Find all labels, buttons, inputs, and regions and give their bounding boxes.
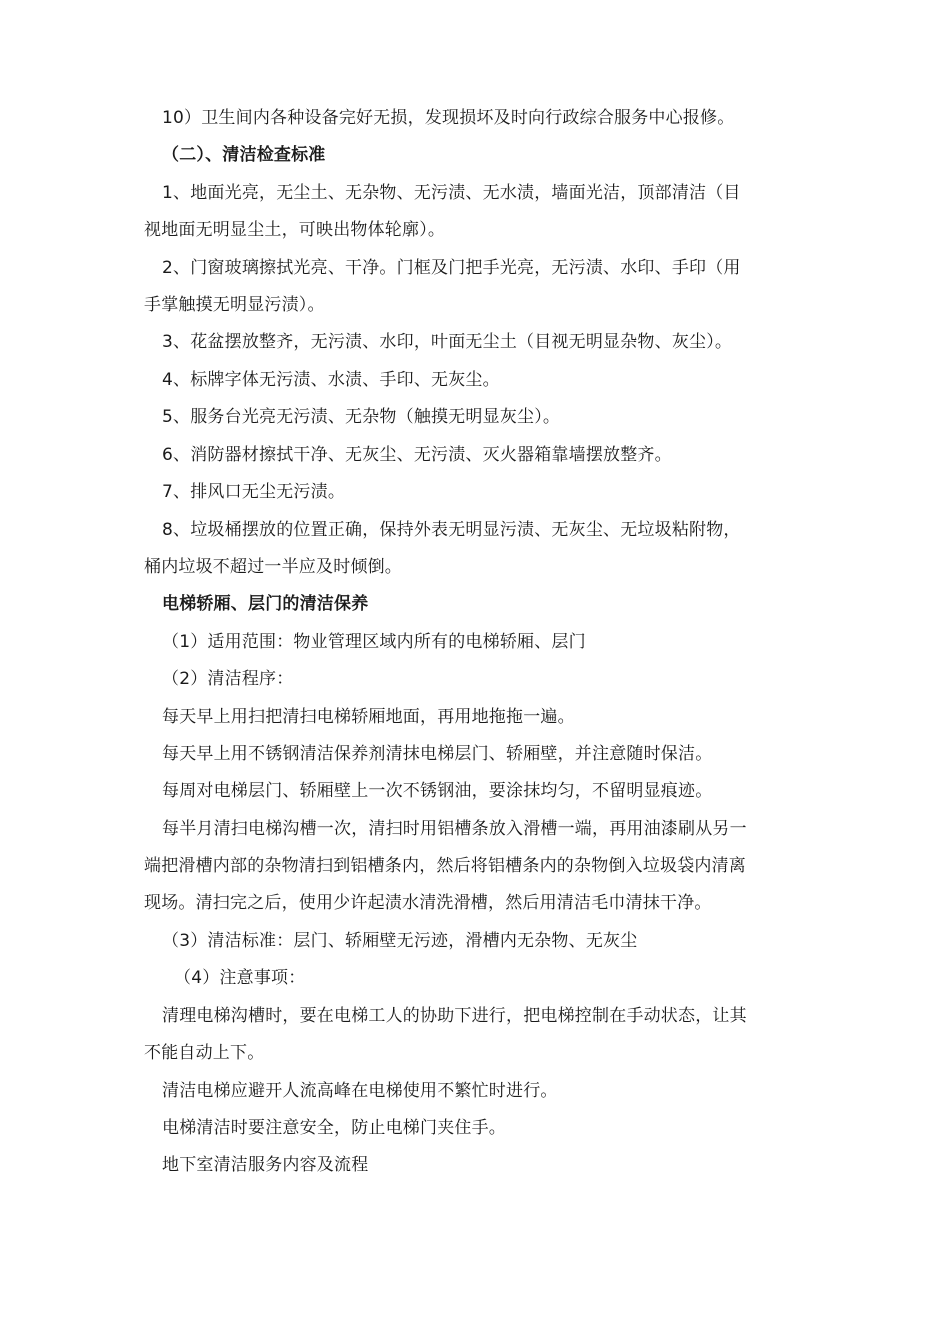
text-line: 2、门窗玻璃擦拭光亮、干净。门框及门把手光亮，无污渍、水印、手印（用 <box>162 258 741 278</box>
text-line: 现场。清扫完之后，使用少许起渍水清洗滑槽，然后用清洁毛巾清抹干净。 <box>144 893 712 913</box>
text-line: 手掌触摸无明显污渍）。 <box>144 295 325 315</box>
text-line: （3）清洁标准：层门、轿厢壁无污迹，滑槽内无杂物、无灰尘 <box>162 931 638 951</box>
text-line: （2）清洁程序： <box>162 669 294 689</box>
section-heading: 电梯轿厢、层门的清洁保养 <box>162 594 369 614</box>
text-line: （1）适用范围：物业管理区域内所有的电梯轿厢、层门 <box>162 632 586 652</box>
text-line: 清理电梯沟槽时，要在电梯工人的协助下进行，把电梯控制在手动状态，让其 <box>162 1006 747 1026</box>
text-line: 4、标牌字体无污渍、水渍、手印、无灰尘。 <box>162 370 500 390</box>
text-line: 桶内垃圾不超过一半应及时倾倒。 <box>144 557 402 577</box>
text-line: 每半月清扫电梯沟槽一次，清扫时用铝槽条放入滑槽一端，再用油漆刷从另一 <box>162 819 747 839</box>
text-line: 地下室清洁服务内容及流程 <box>162 1155 369 1175</box>
text-line: 每周对电梯层门、轿厢壁上一次不锈钢油，要涂抹均匀，不留明显痕迹。 <box>162 781 713 801</box>
text-line: 不能自动上下。 <box>144 1043 265 1063</box>
text-line: 电梯清洁时要注意安全，防止电梯门夹住手。 <box>162 1118 506 1138</box>
text-line: 端把滑槽内部的杂物清扫到铝槽条内，然后将铝槽条内的杂物倒入垃圾袋内清离 <box>144 856 746 876</box>
text-line: 视地面无明显尘土，可映出物体轮廓）。 <box>144 220 446 240</box>
text-line: 每天早上用扫把清扫电梯轿厢地面，再用地拖拖一遍。 <box>162 707 575 727</box>
text-line: 10）卫生间内各种设备完好无损，发现损坏及时向行政综合服务中心报修。 <box>162 108 735 128</box>
text-line: 5、服务台光亮无污渍、无杂物（触摸无明显灰尘）。 <box>162 407 561 427</box>
text-line: 8、垃圾桶摆放的位置正确，保持外表无明显污渍、无灰尘、无垃圾粘附物， <box>162 520 741 540</box>
text-line: 3、花盆摆放整齐，无污渍、水印，叶面无尘土（目视无明显杂物、灰尘）。 <box>162 332 733 352</box>
text-line: 清洁电梯应避开人流高峰在电梯使用不繁忙时进行。 <box>162 1081 558 1101</box>
text-line: 每天早上用不锈钢清洁保养剂清抹电梯层门、轿厢壁，并注意随时保洁。 <box>162 744 713 764</box>
section-heading: （二）、清洁检查标准 <box>162 145 326 165</box>
text-line: （4）注意事项： <box>174 968 306 988</box>
text-line: 7、排风口无尘无污渍。 <box>162 482 346 502</box>
text-line: 1、地面光亮，无尘土、无杂物、无污渍、无水渍，墙面光洁，顶部清洁（目 <box>162 183 741 203</box>
text-line: 6、消防器材擦拭干净、无灰尘、无污渍、灭火器箱靠墙摆放整齐。 <box>162 445 672 465</box>
